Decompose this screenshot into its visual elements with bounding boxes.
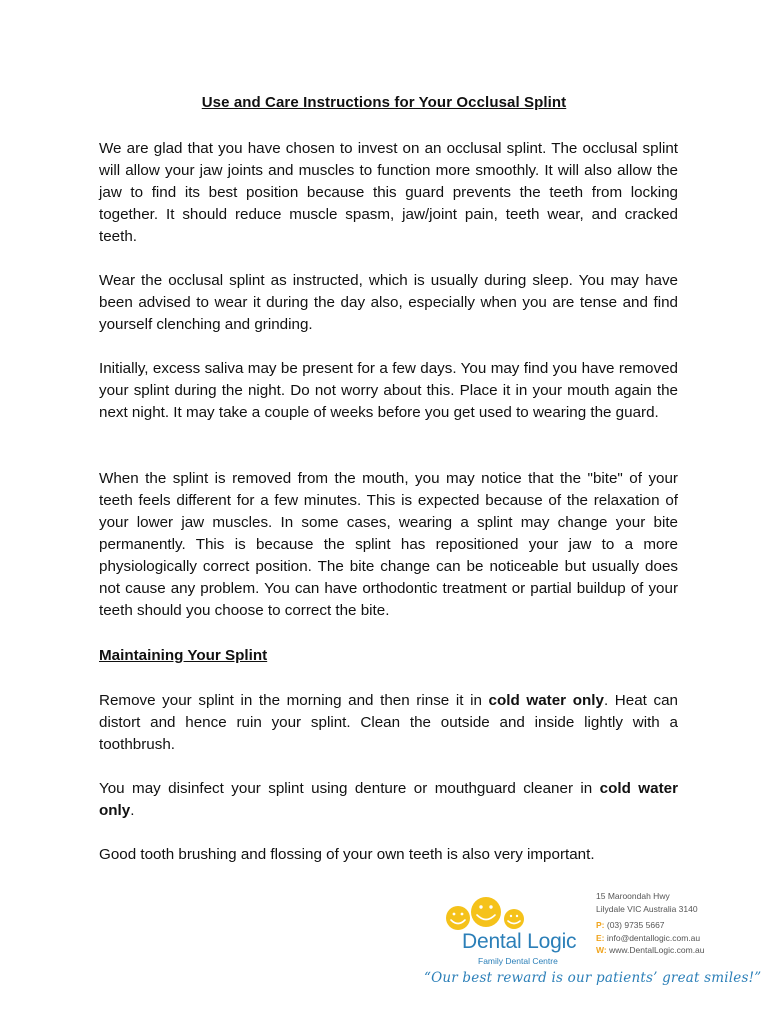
web-line (596, 944, 756, 957)
dental-logic-footer (420, 886, 762, 996)
disinfect-text-bold: cold water only (99, 780, 678, 819)
wear-paragraph: Wear the occlusal splint as instructed, which is usually during sleep. You may have been advised to wear it during the day also, especially when you are tense and find yourself clenching and grinding. (99, 272, 678, 333)
rinse-text-before: Remove your splint in the morning and then rinse it in (99, 692, 489, 709)
bite-paragraph: When the splint is removed from the mouth, you may notice that the "bite" of your teeth feels different for a few minutes. This is expected because of the relaxation of your lower jaw muscles. In some cases, wearing a splint may change your bite permanently. This is because the splint has repositioned your jaw to a more physiologically correct position. The bite change can be noticeable but usually does not cause any problem. You can have orthodontic treatment or partial buildup of your teeth should you choose to correct the bite. (99, 470, 678, 619)
web-key: W: (596, 945, 607, 956)
rinse-text-after: . Heat can distort and hence ruin your splint. Clean the outside and inside lightly with a toothbrush. (99, 692, 678, 753)
brand-subtitle: Family Dental Centre (478, 956, 558, 966)
rinse-text-bold: cold water only (488, 692, 604, 709)
email-address[interactable]: info@dentallogic.com.au (606, 932, 701, 943)
saliva-paragraph: Initially, excess saliva may be present for a few days. You may find you have removed your splint during the night. Do not worry about this. Place it in your mouth again the next night. It may take a couple of weeks before you get used to wearing the guard. (99, 360, 678, 421)
brand-name: Dental Logic (462, 930, 577, 953)
address-line-1: 15 Maroondah Hwy (596, 891, 670, 901)
contact-block (596, 890, 756, 957)
disinfect-text-after: . (130, 802, 135, 819)
disinfect-text-before: You may disinfect your splint using denture or mouthguard cleaner in (99, 780, 600, 797)
phone-line (596, 919, 756, 932)
email-key: E: (596, 932, 605, 943)
email-line (596, 932, 756, 945)
page-title: Use and Care Instructions for Your Occlusal Splint (201, 94, 567, 111)
tagline: “Our best reward is our patients’ great smiles!” (424, 970, 762, 986)
smiley-faces-logo-icon (444, 892, 544, 932)
intro-paragraph: We are glad that you have chosen to invest on an occlusal splint. The occlusal splint will allow your jaw joints and muscles to function more smoothly. It will also allow the jaw to find its best position because this guard prevents the teeth from locking together. It should reduce muscle spasm, jaw/joint pain, teeth wear, and cracked teeth. (99, 140, 678, 245)
maintaining-heading: Maintaining Your Splint (99, 647, 268, 664)
address-line-2: Lilydale VIC Australia 3140 (596, 903, 698, 914)
brushing-paragraph: Good tooth brushing and flossing of your own teeth is also very important. (99, 846, 595, 863)
phone-number: (03) 9735 5667 (606, 920, 665, 931)
website-link[interactable]: www.DentalLogic.com.au (609, 945, 705, 956)
phone-key: P: (596, 920, 605, 931)
disinfect-paragraph (99, 778, 678, 822)
rinse-paragraph (99, 690, 678, 756)
